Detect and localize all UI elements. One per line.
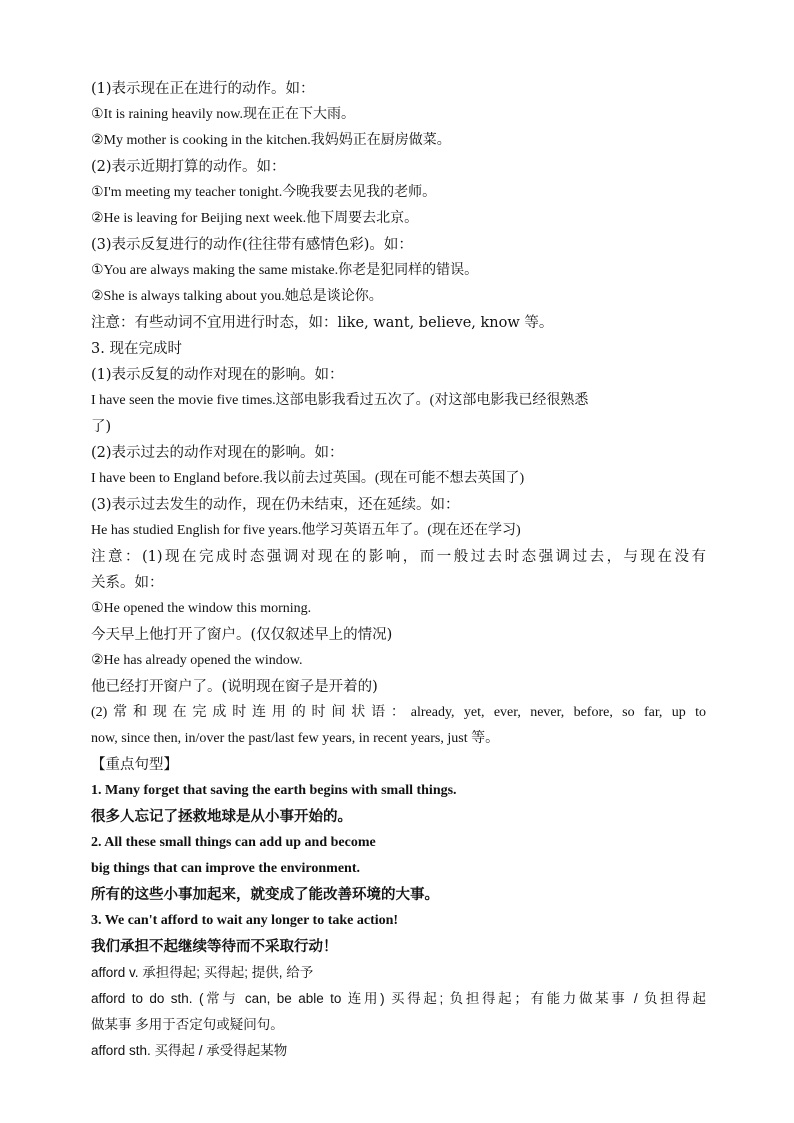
example-translation: 今天早上他打开了窗户。(仅仅叙述早上的情况)	[91, 627, 393, 643]
note-text: (2)常和现在完成时连用的时间状语：already, yet, ever, never, before, so far, up to	[91, 705, 706, 720]
note-text-continued: 关系。如：	[91, 575, 164, 591]
vocab-usage-continued: 做某事 多用于否定句或疑问句。	[91, 1017, 284, 1032]
example-sentence: ①It is raining heavily now.现在正在下大雨。	[91, 107, 356, 122]
example-sentence: I have been to England before.我以前去过英国。(现在可能不想去英国了)	[91, 471, 525, 486]
key-sentence: 3. We can't afford to wait any longer to take action!	[91, 913, 399, 928]
key-sentence-translation: 我们承担不起继续等待而不采取行动！	[91, 938, 338, 955]
example-sentence: ①I'm meeting my teacher tonight.今晚我要去见我的老师。	[91, 185, 437, 200]
section-heading: (3)表示反复进行的动作(往往带有感情色彩)。如：	[91, 237, 413, 253]
section-heading: (2)表示近期打算的动作。如：	[91, 159, 286, 175]
section-title: 3. 现在完成时	[91, 341, 182, 357]
example-sentence: ②He has already opened the window.	[91, 653, 303, 668]
section-heading: (2)表示过去的动作对现在的影响。如：	[91, 445, 344, 461]
example-sentence: ①You are always making the same mistake.你老是犯同样的错误。	[91, 263, 479, 278]
example-sentence: I have seen the movie five times.这部电影我看过五次了。(对这部电影我已经很熟悉	[91, 393, 589, 408]
example-translation: 他已经打开窗户了。(说明现在窗子是开着的)	[91, 679, 378, 695]
section-heading: (1)表示反复的动作对现在的影响。如：	[91, 367, 344, 383]
example-sentence: ②She is always talking about you.她总是谈论你。	[91, 289, 383, 304]
vocab-usage: afford sth. 买得起 / 承受得起某物	[91, 1043, 288, 1058]
key-sentence-continued: big things that can improve the environment.	[91, 861, 360, 876]
vocab-usage: afford to do sth. (常与 can, be able to 连用) 买得起; 负担得起；有能力做某事 / 负担得起	[91, 991, 706, 1006]
key-sentences-heading: 【重点句型】	[91, 757, 178, 773]
example-sentence: ②My mother is cooking in the kitchen.我妈妈正在厨房做菜。	[91, 133, 451, 148]
key-sentence: 2. All these small things can add up and become	[91, 835, 376, 850]
vocab-entry: afford v. 承担得起; 买得起; 提供, 给予	[91, 965, 314, 980]
section-heading: (3)表示过去发生的动作，现在仍未结束，还在延续。如：	[91, 497, 460, 513]
key-sentence: 1. Many forget that saving the earth begins with small things.	[91, 783, 457, 798]
note-text-continued: now, since then, in/over the past/last few years, in recent years, just 等。	[91, 731, 500, 746]
note-text: 注意：有些动词不宜用进行时态，如：like, want, believe, know 等。	[91, 315, 554, 331]
example-sentence-continued: 了)	[91, 419, 112, 435]
key-sentence-translation: 很多人忘记了拯救地球是从小事开始的。	[91, 808, 352, 825]
example-sentence: ②He is leaving for Beijing next week.他下周要去北京。	[91, 211, 419, 226]
document-body	[91, 76, 706, 1064]
example-sentence: He has studied English for five years.他学习英语五年了。(现在还在学习)	[91, 523, 521, 538]
section-heading: (1)表示现在正在进行的动作。如：	[91, 81, 315, 97]
note-text: 注意：(1)现在完成时态强调对现在的影响，而一般过去时态强调过去，与现在没有	[91, 549, 706, 565]
key-sentence-translation: 所有的这些小事加起来，就变成了能改善环境的大事。	[91, 886, 439, 903]
example-sentence: ①He opened the window this morning.	[91, 601, 312, 616]
